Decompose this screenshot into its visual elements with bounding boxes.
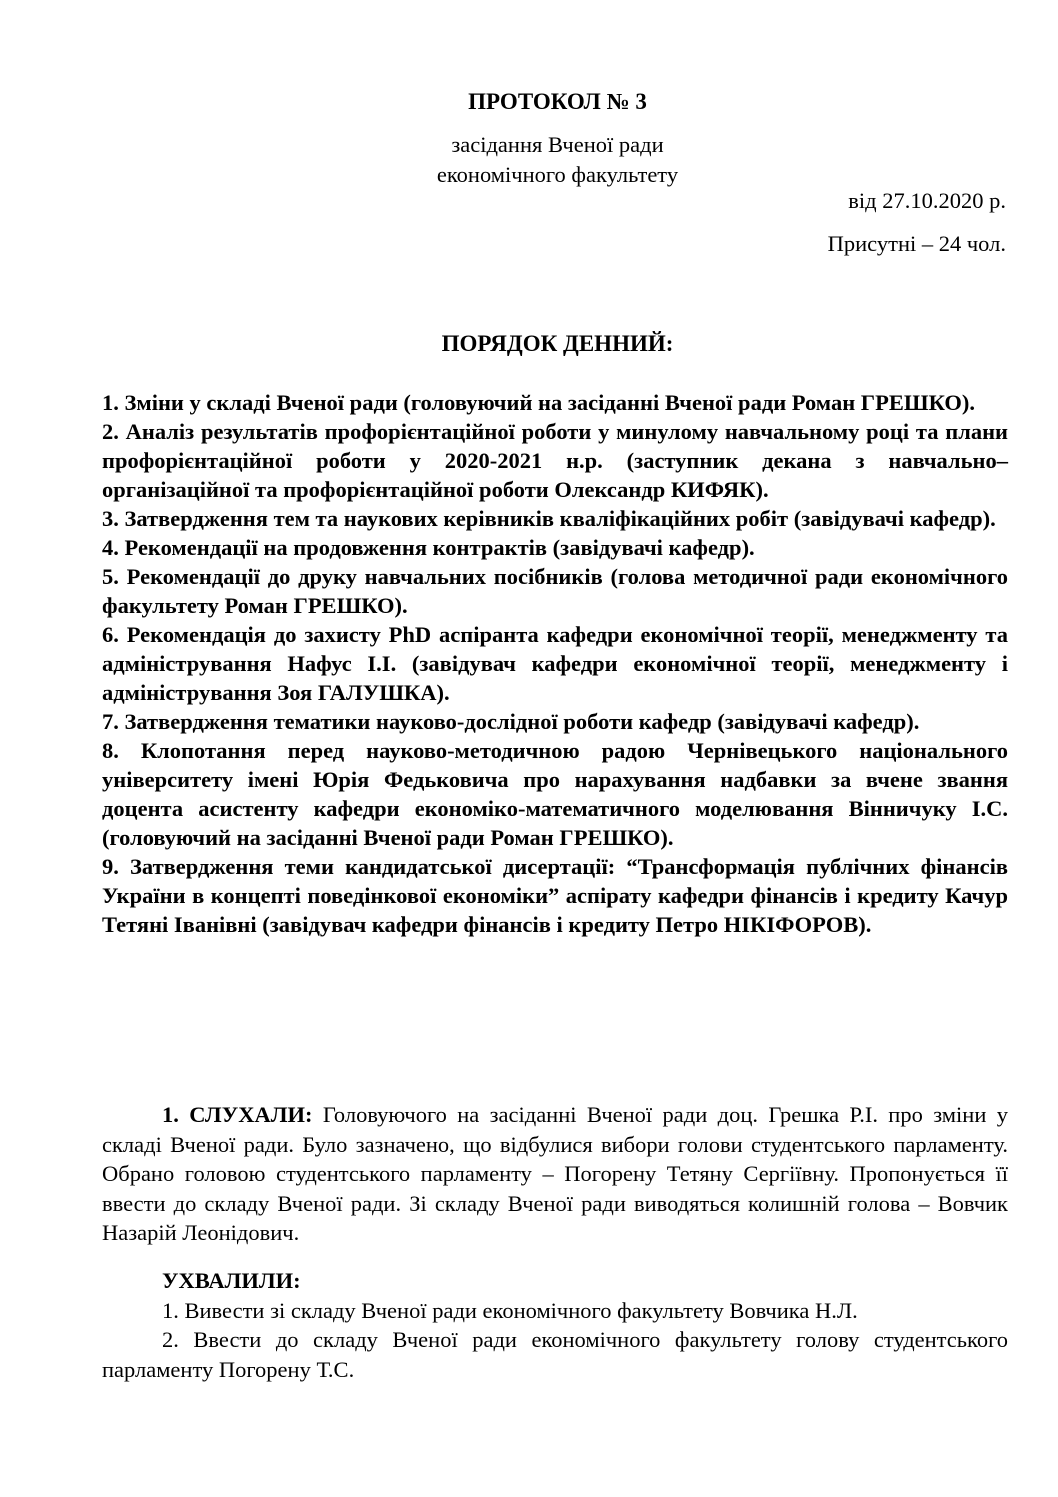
resolved-item: 1. Вивести зі складу Вченої ради економічного факультету Вовчика Н.Л.	[162, 1297, 858, 1323]
meeting-date: від 27.10.2020 р.	[848, 188, 1006, 213]
resolved-section	[102, 1266, 1008, 1384]
resolved-label: УХВАЛИЛИ:	[162, 1268, 301, 1293]
heard-section	[102, 1100, 1008, 1248]
heard-text: Головуючого на засіданні Вченої ради доц. Грешка Р.І. про зміни у складі Вченої ради. Було зазначено, що відбулися вибори голови студентського парламенту. Обрано головою студентського парламенту – Погорену Тетяну Сергіївну. Пропонується її ввести до складу Вченої ради. Зі складу Вченої ради виводяться колишній голова – Вовчик Назарій Леонідович.	[102, 1102, 1008, 1245]
attendance-count: Присутні – 24 чол.	[827, 231, 1006, 256]
agenda-item: 5. Рекомендації до друку навчальних посібників (голова методичної ради економічного факультету Роман ГРЕШКО).	[102, 564, 1008, 618]
subtitle-line-1: засідання Вченої ради	[451, 132, 664, 157]
agenda-item: 9. Затвердження теми кандидатської дисертації: “Трансформація публічних фінансів України в концепті поведінкової економіки” аспірату кафедри фінансів і кредиту Качур Тетяні Іванівні (завідувач кафедри фінансів і кредиту Петро НІКІФОРОВ).	[102, 854, 1008, 937]
resolved-item: 2. Ввести до складу Вченої ради економічного факультету голову студентського парламенту Погорену Т.С.	[102, 1327, 1008, 1382]
agenda-list	[102, 388, 1008, 939]
protocol-subtitle	[0, 130, 1058, 190]
agenda-title: ПОРЯДОК ДЕННИЙ:	[441, 331, 674, 356]
agenda-item: 8. Клопотання перед науково-методичною радою Чернівецького національного університету імені Юрія Федьковича про нарахування надбавки за вчене звання доцента асистенту кафедри економіко-математичного моделювання Вінничуку І.С. (головуючий на засіданні Вченої ради Роман ГРЕШКО).	[102, 738, 1008, 850]
protocol-title: ПРОТОКОЛ № 3	[468, 89, 647, 114]
agenda-item: 6. Рекомендація до захисту PhD аспіранта кафедри економічної теорії, менеджменту та адміністрування Нафус І.І. (завідувач кафедри економічної теорії, менеджменту і адміністрування Зоя ГАЛУШКА).	[102, 622, 1008, 705]
agenda-item: 1. Зміни у складі Вченої ради (головуючий на засіданні Вченої ради Роман ГРЕШКО).	[102, 390, 975, 415]
agenda-item: 3. Затвердження тем та наукових керівників кваліфікаційних робіт (завідувачі кафедр).	[102, 506, 996, 531]
heard-paragraph	[102, 1100, 1008, 1248]
agenda-item: 4. Рекомендації на продовження контрактів (завідувачі кафедр).	[102, 535, 755, 560]
subtitle-line-2: економічного факультету	[436, 162, 679, 187]
agenda-item: 7. Затвердження тематики науково-дослідної роботи кафедр (завідувачі кафедр).	[102, 709, 920, 734]
agenda-item: 2. Аналіз результатів профорієнтаційної роботи у минулому навчальному році та плани профорієнтаційної роботи у 2020-2021 н.р. (заступник декана з навчально–організаційної та профорієнтаційної роботи Олександр КИФЯК).	[102, 419, 1008, 502]
heard-label: 1. СЛУХАЛИ:	[162, 1102, 313, 1127]
